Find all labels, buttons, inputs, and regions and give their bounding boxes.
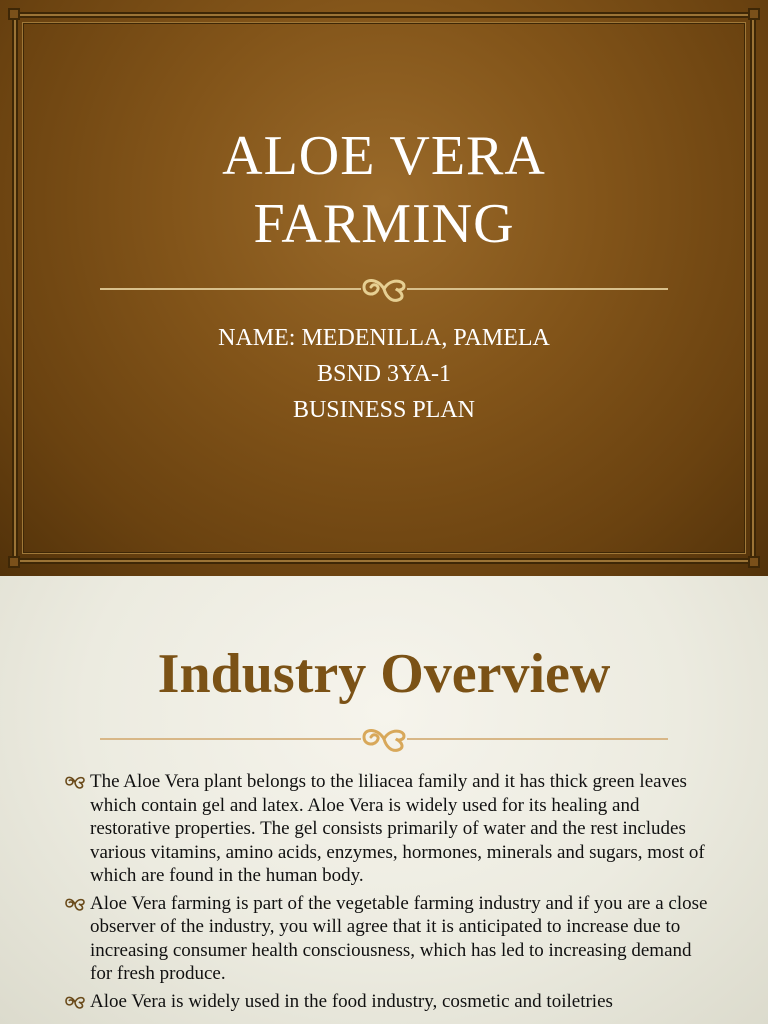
slide-title-line-2: FARMING [253, 193, 515, 255]
scroll-bullet-icon [64, 897, 86, 911]
document-type: BUSINESS PLAN [292, 397, 476, 423]
industry-overview-slide [0, 576, 768, 1024]
slide-title-line-1: ALOE VERA [222, 125, 546, 187]
frame-corner-ornament [8, 556, 20, 568]
bullet-list [64, 770, 708, 1017]
list-item [64, 990, 708, 1014]
title-divider [100, 274, 668, 304]
frame-corner-ornament [748, 8, 760, 20]
slide-heading: Industry Overview [157, 643, 611, 705]
list-item [64, 892, 708, 986]
slide-subtitle [60, 320, 708, 428]
divider-rule-right [407, 288, 668, 290]
divider-rule-left [100, 288, 361, 290]
scroll-bullet-icon [64, 995, 86, 1009]
bullet-text: The Aloe Vera plant belongs to the liliacea family and it has thick green leaves which contain gel and latex. Aloe Vera is widely used for its healing and restorative properties. The gel consists primarily of water and the rest includes various vitamins, amino acids, enzymes, hormones, minerals and sugars, most of which are found in the human body. [90, 771, 705, 886]
slide-title [60, 122, 708, 258]
frame-corner-ornament [8, 8, 20, 20]
divider-rule-left [100, 738, 361, 740]
divider-rule-right [407, 738, 668, 740]
bullet-text: Aloe Vera farming is part of the vegetable farming industry and if you are a close observer of the industry, you will agree that it is anticipated to increase due to increasing consumer health consciousness, which has led to increasing demand for fresh produce. [90, 892, 708, 984]
scroll-bullet-icon [64, 775, 86, 789]
list-item [64, 770, 708, 888]
scroll-flourish-icon [358, 724, 410, 754]
heading-divider [100, 724, 668, 754]
section-label: BSND 3YA-1 [316, 361, 451, 387]
frame-corner-ornament [748, 556, 760, 568]
bullet-text: Aloe Vera is widely used in the food industry, cosmetic and toiletries [90, 990, 613, 1012]
author-name: NAME: MEDENILLA, PAMELA [218, 325, 550, 351]
scroll-flourish-icon [358, 274, 410, 304]
